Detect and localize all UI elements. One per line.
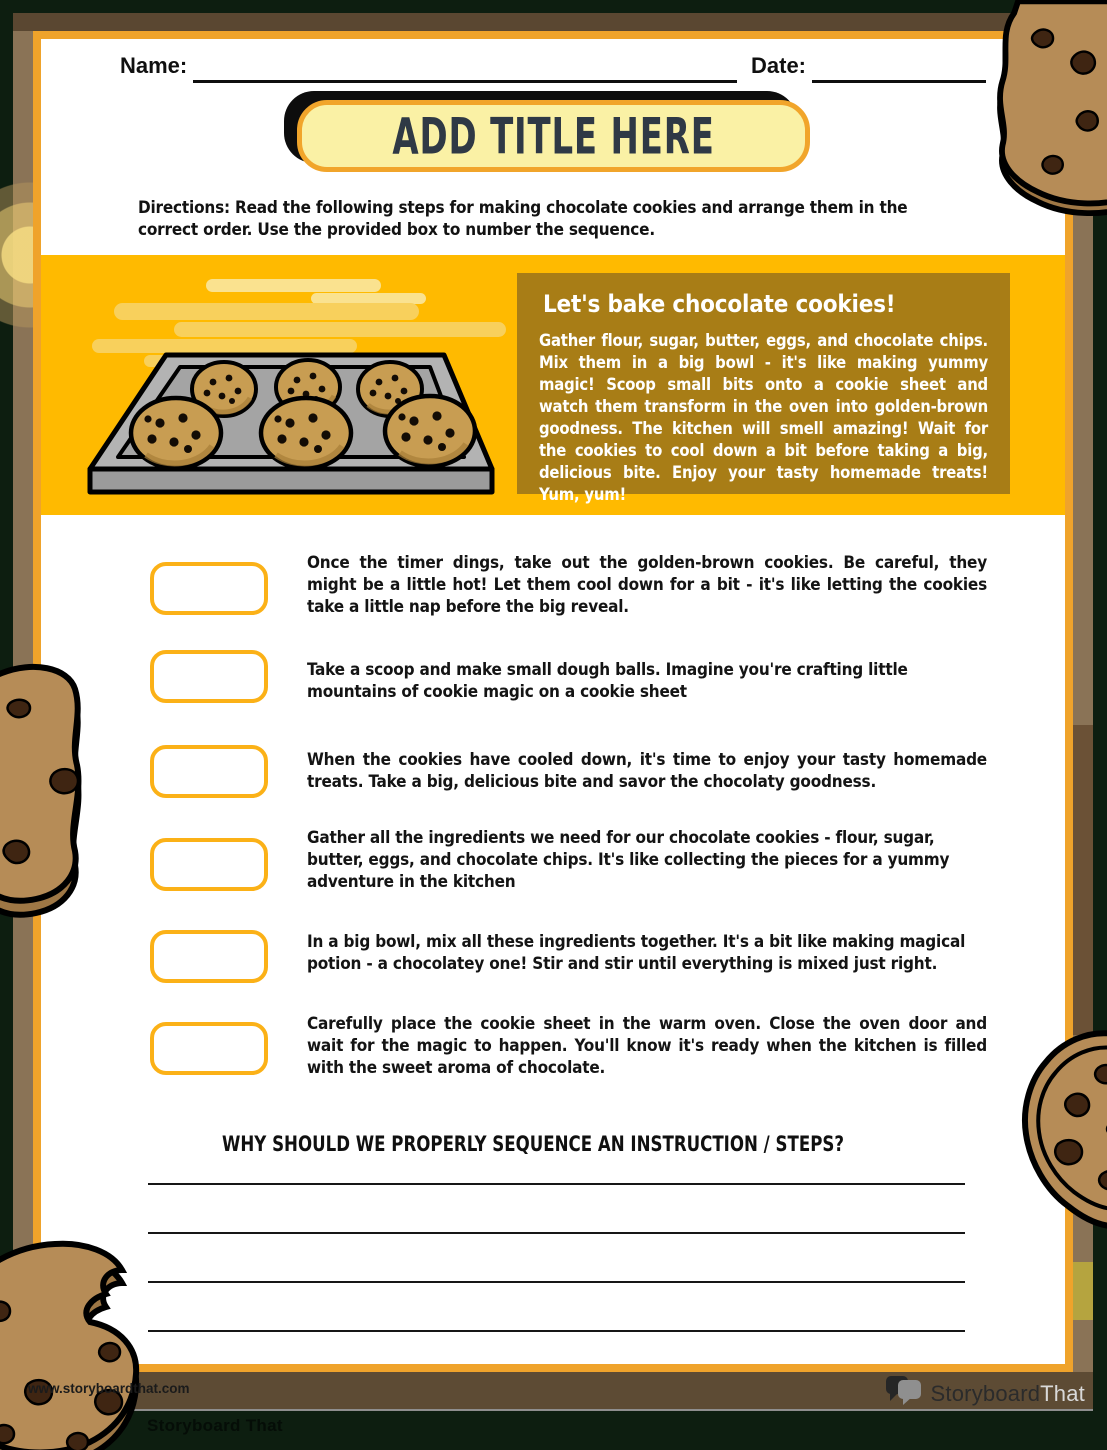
speech-bubbles-icon (886, 1376, 924, 1411)
step-text-3: When the cookies have cooled down, it's time to enjoy your tasty homemade treats. Take a big, delicious bite and savor the chocolaty goodness. (307, 750, 987, 792)
wood-frame-top (13, 13, 1093, 31)
website-url[interactable]: www.storyboardthat.com (28, 1381, 190, 1396)
cookie-tray-illustration (56, 277, 506, 505)
wood-frame-right-shade (1073, 725, 1093, 1035)
intro-band (41, 255, 1065, 515)
date-label: Date: (751, 53, 807, 78)
intro-body: Gather flour, sugar, butter, eggs, and chocolate chips. Mix them in a big bowl - it's like making yummy magic! Scoop small bits onto a cookie sheet and watch them transform in the oven into golden-brown goodness. The kitchen will smell amazing! Wait for the cookies to cool down a bit before taking a big, delicious bite. Enjoy your tasty homemade treats! Yum, yum! (539, 331, 988, 504)
step-number-box-2[interactable] (150, 650, 268, 703)
step-number-box-4[interactable] (150, 838, 268, 891)
cookie-illustration-top-right (985, 0, 1107, 242)
step-number-box-1[interactable] (150, 562, 268, 615)
cookie-illustration-left (0, 655, 107, 935)
answer-line-2[interactable] (148, 1232, 965, 1234)
wood-frame-right-highlight (1073, 1262, 1093, 1320)
step-text-6: Carefully place the cookie sheet in the warm oven. Close the oven door and wait for the magic to happen. You'll know it's ready when the kitchen is filled with the sweet aroma of chocolate. (307, 1014, 987, 1078)
page-title: ADD TITLE HERE (392, 106, 715, 166)
answer-line-1[interactable] (148, 1183, 965, 1185)
cookie-illustration-bottom-right (1002, 1028, 1107, 1238)
step-number-box-6[interactable] (150, 1022, 268, 1075)
title-box[interactable] (297, 100, 810, 172)
storyboardthat-logo (886, 1376, 1085, 1411)
worksheet-page (33, 31, 1073, 1372)
step-text-5: In a big bowl, mix all these ingredients together. It's a bit like making magical potion - a chocolatey one! Stir and stir until everything is mixed just right. (307, 932, 966, 974)
intro-heading: Let's bake chocolate cookies! (543, 290, 896, 318)
date-line[interactable] (812, 80, 986, 83)
question-heading: WHY SHOULD WE PROPERLY SEQUENCE AN INSTRUCTION / STEPS? (222, 1132, 845, 1156)
step-text-1: Once the timer dings, take out the golden-brown cookies. Be careful, they might be a little hot! Let them cool down for a bit - it's like letting the cookies take a little nap before the big reveal. (307, 553, 987, 617)
name-label: Name: (120, 53, 188, 78)
directions-text: Directions: Read the following steps for making chocolate cookies and arrange them in the correct order. Use the provided box to number the sequence. (138, 198, 908, 241)
cookie-illustration-bottom-left-bitten (0, 1236, 195, 1450)
copyright-text: Storyboard That (147, 1416, 283, 1435)
step-text-4: Gather all the ingredients we need for our chocolate cookies - flour, sugar, butter, eggs, and chocolate chips. It's like collecting the pieces for a yummy adventure in the kitchen (307, 828, 950, 892)
step-number-box-3[interactable] (150, 745, 268, 798)
name-line[interactable] (193, 80, 737, 83)
answer-line-3[interactable] (148, 1281, 965, 1283)
step-number-box-5[interactable] (150, 930, 268, 983)
step-text-2: Take a scoop and make small dough balls. Imagine you're crafting little mountains of cookie magic on a cookie sheet (307, 660, 908, 702)
answer-line-4[interactable] (148, 1330, 965, 1332)
logo-text: StoryboardThat (930, 1380, 1085, 1406)
intro-box (517, 273, 1010, 504)
